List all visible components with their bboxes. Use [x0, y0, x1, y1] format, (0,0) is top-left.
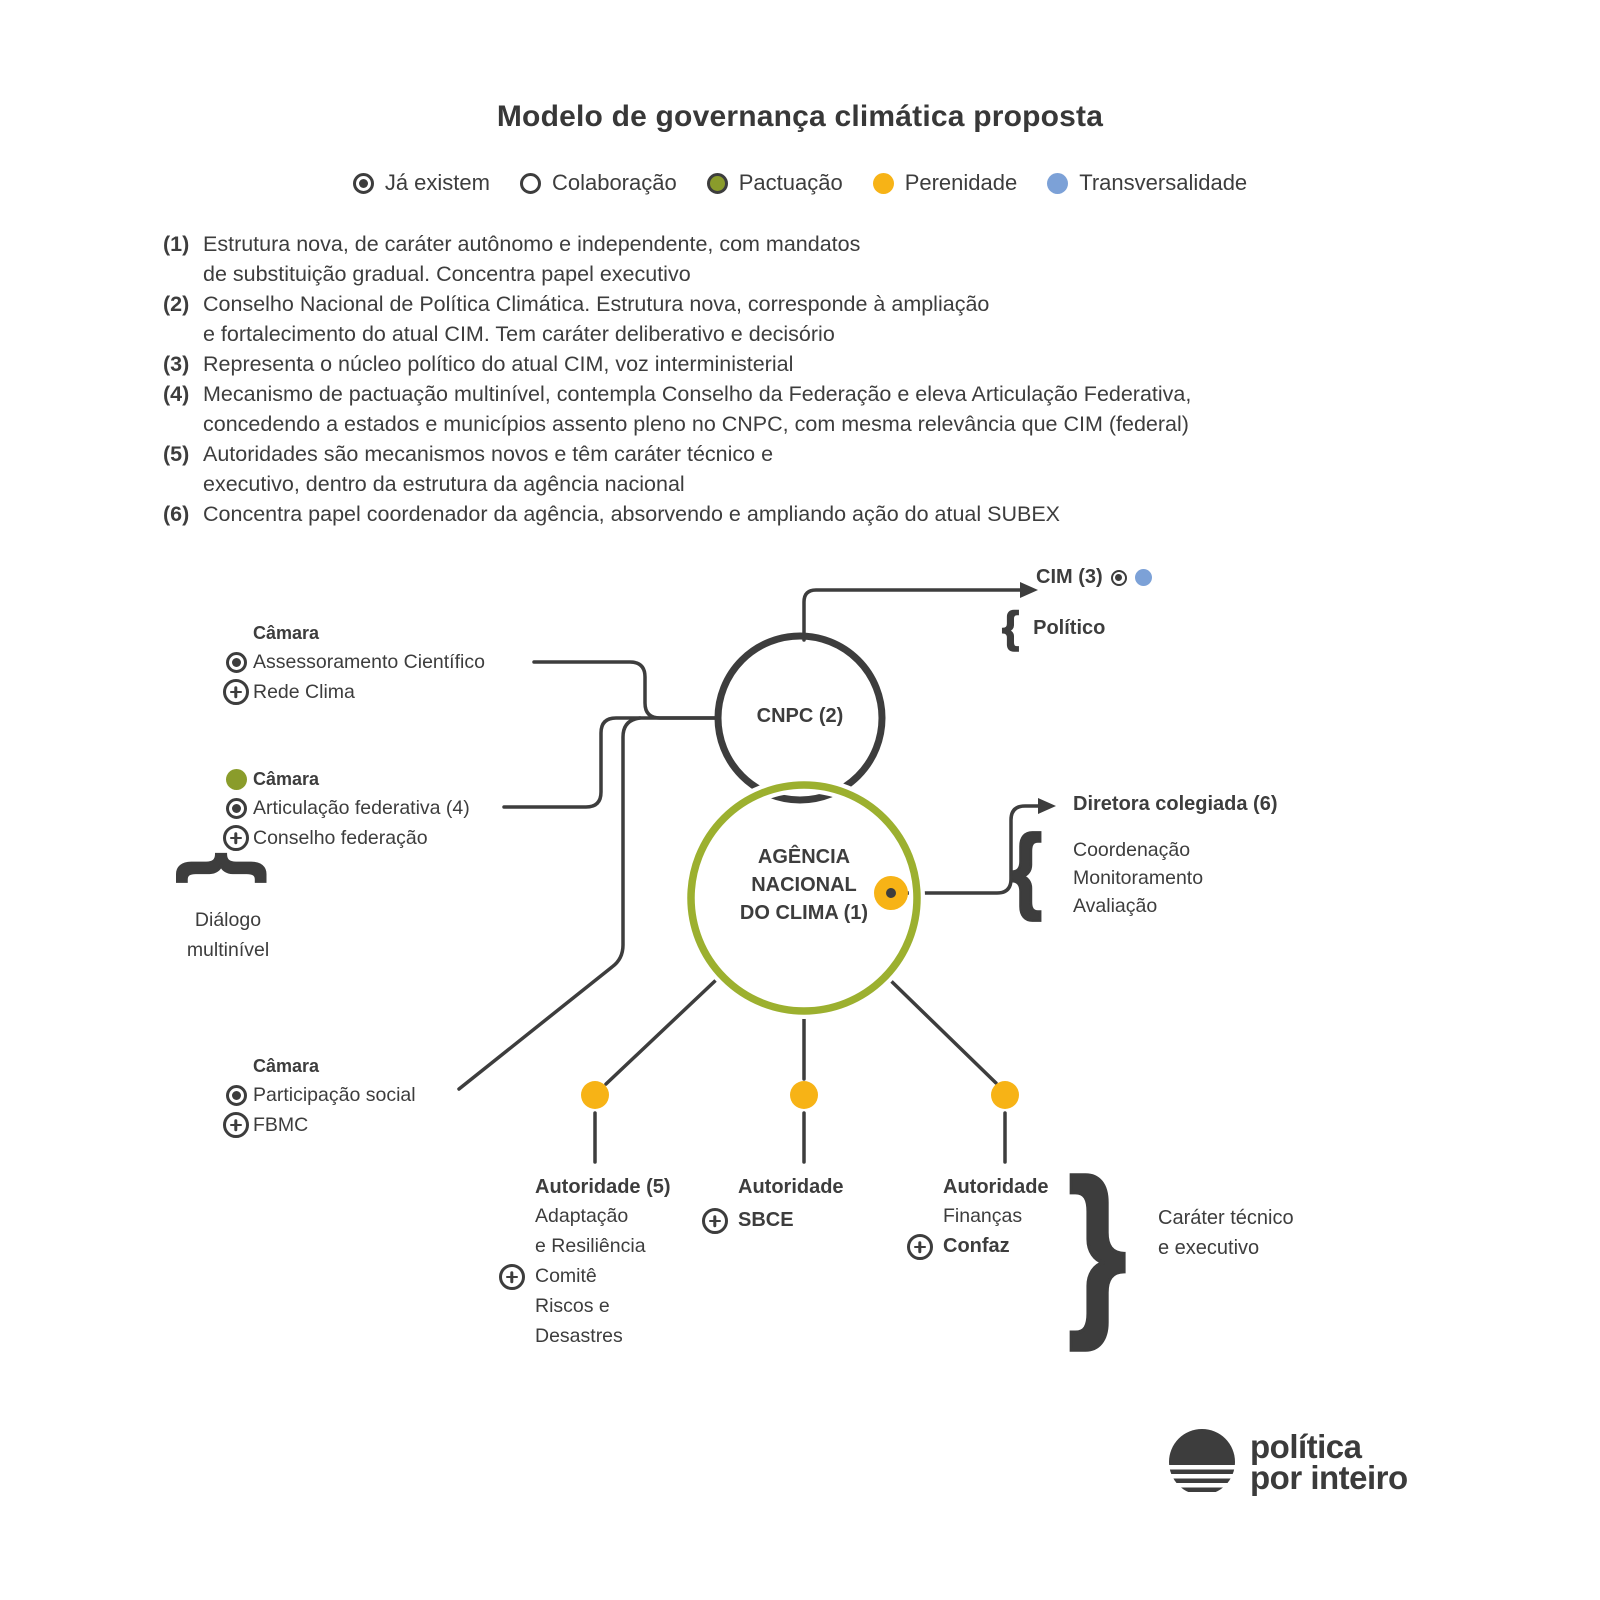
camara-assessoramento-block	[219, 619, 485, 707]
cim-label-row	[1036, 566, 1152, 589]
note-line: (6) Concentra papel coordenador da agência, absorvendo e ampliando ação do atual SUBEX	[163, 502, 1061, 526]
politica-por-inteiro-logo	[1168, 1428, 1408, 1496]
note-line: executivo, dentro da estrutura da agência nacional	[203, 472, 685, 496]
note-line: (1) Estrutura nova, de caráter autônomo e independente, com mandatos	[163, 232, 861, 256]
list-item: Confaz	[905, 1231, 1049, 1261]
note-line: concedendo a estados e municípios assento pleno no CNPC, com mesma relevância que CIM (federal)	[203, 412, 1189, 436]
camara-participacao-block	[219, 1052, 416, 1140]
bullseye-icon	[226, 798, 247, 819]
list-item: Participação social	[219, 1080, 416, 1110]
list-item: Articulação federativa (4)	[219, 793, 470, 823]
page-title: Modelo de governança climática proposta	[496, 100, 1104, 133]
cim-label: CIM (3)	[1036, 566, 1103, 588]
autoridade-adaptacao-block: Autoridade (5) Adaptação e Resiliência Comitê Riscos e Desastres	[497, 1173, 671, 1351]
autoridade-title: Autoridade (5)	[535, 1175, 671, 1198]
autoridade-title: Autoridade	[738, 1175, 844, 1198]
autoridade-title: Autoridade	[943, 1175, 1049, 1198]
legend-label: Pactuação	[738, 170, 843, 195]
autoridade-sbce-block	[700, 1173, 844, 1235]
list-item: Assessoramento Científico	[219, 647, 485, 677]
note-line: (3) Representa o núcleo político do atual CIM, voz interministerial	[163, 352, 794, 376]
note-line: (4) Mecanismo de pactuação multinível, contempla Conselho da Federação e eleva Articulação Federativa,	[163, 382, 1192, 406]
legend-label: Transversalidade	[1079, 170, 1248, 195]
bullseye-icon	[226, 1085, 247, 1106]
blue-dot-icon	[1135, 569, 1152, 586]
plus-icon	[499, 1264, 525, 1290]
camara-title: Câmara	[253, 768, 320, 789]
plus-icon	[223, 679, 249, 705]
diretora-items: Coordenação Monitoramento Avaliação	[1073, 839, 1204, 917]
list-item: SBCE	[700, 1205, 844, 1235]
dialogo-multinivel-label: Diálogo multinível	[186, 909, 270, 961]
legend-label: Perenidade	[904, 170, 1018, 195]
plus-icon	[907, 1234, 933, 1260]
bullseye-icon	[226, 652, 247, 673]
brace-icon: }	[1068, 1140, 1127, 1351]
diretora-label: Diretora colegiada (6)	[1073, 793, 1278, 815]
legend-label: Colaboração	[551, 170, 677, 195]
green-dot-icon	[226, 769, 247, 790]
note-line: (2) Conselho Nacional de Política Climática. Estrutura nova, corresponde à ampliação	[163, 292, 990, 316]
note-line: de substituição gradual. Concentra papel executivo	[203, 262, 691, 286]
plus-icon	[223, 1112, 249, 1138]
bullseye-icon	[1111, 570, 1127, 586]
camara-title: Câmara	[253, 1055, 320, 1076]
list-item: Comitê Riscos e Desastres	[497, 1261, 671, 1351]
politico-group	[1002, 600, 1105, 656]
camara-title: Câmara	[253, 622, 320, 643]
logo-text: política por inteiro	[1250, 1428, 1408, 1496]
list-item: FBMC	[219, 1110, 416, 1140]
note-line: e fortalecimento do atual CIM. Tem caráter deliberativo e decisório	[203, 322, 835, 346]
note-line: (5) Autoridades são mecanismos novos e têm caráter técnico e	[163, 442, 774, 466]
brace-icon: {	[176, 852, 282, 884]
list-item: Conselho federação	[219, 823, 470, 853]
legend-label: Já existem	[384, 170, 490, 195]
logo-sun-icon	[1168, 1428, 1236, 1496]
plus-icon	[702, 1208, 728, 1234]
agencia-node-label: AGÊNCIA NACIONAL DO CLIMA (1)	[739, 846, 869, 924]
politico-label: Político	[1033, 616, 1106, 639]
cnpc-node-label: CNPC (2)	[756, 705, 844, 727]
carater-tecnico-label: Caráter técnico e executivo	[1158, 1207, 1294, 1259]
brace-icon: {	[1002, 603, 1020, 652]
list-item: Rede Clima	[219, 677, 485, 707]
autoridade-financas-block: Autoridade Finanças Confaz	[905, 1173, 1049, 1261]
brace-icon: {	[1010, 817, 1042, 922]
